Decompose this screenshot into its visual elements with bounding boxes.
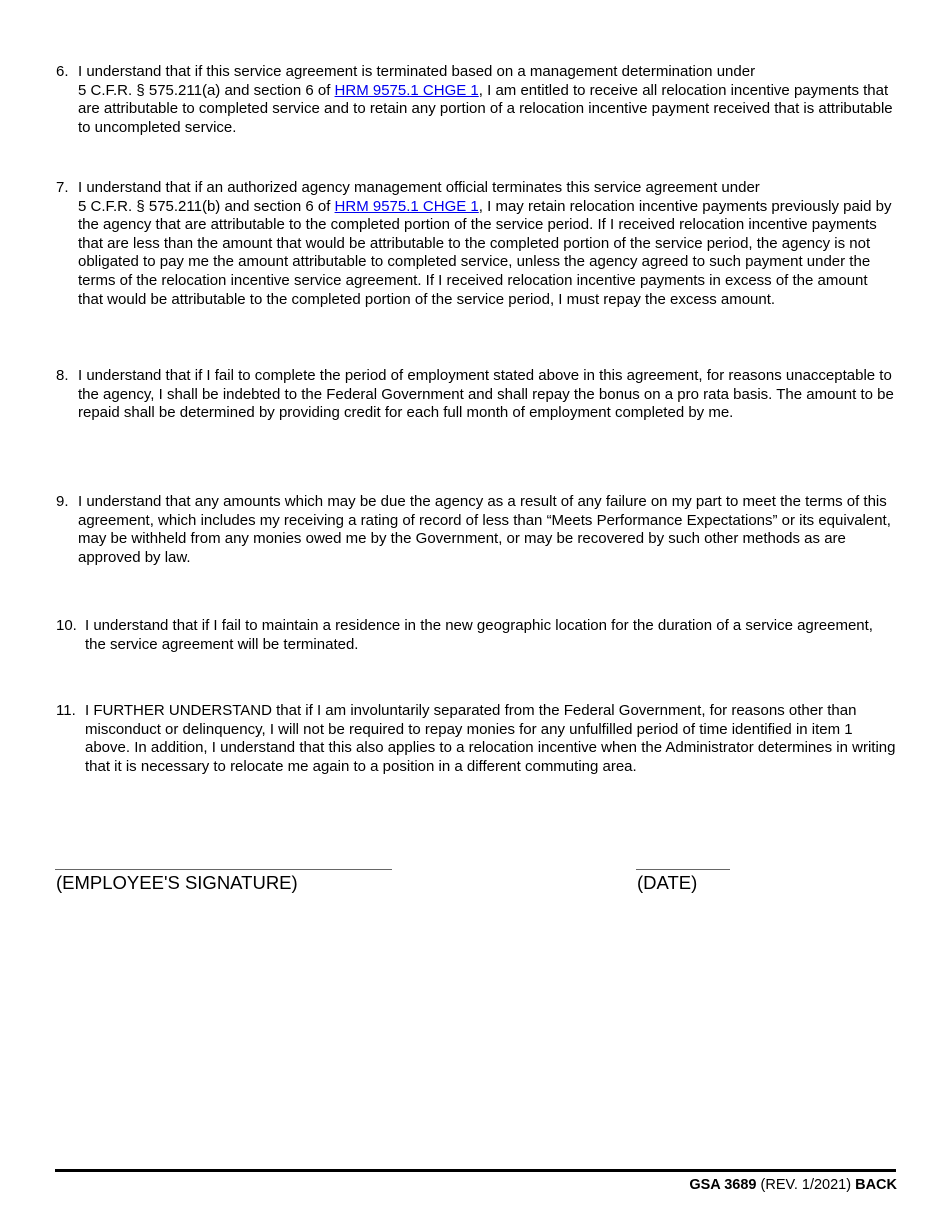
hrm-link[interactable]: HRM 9575.1 CHGE 1 <box>334 81 479 99</box>
hrm-link[interactable]: HRM 9575.1 CHGE 1 <box>334 197 479 215</box>
form-number: GSA 3689 <box>689 1177 757 1193</box>
item-number: 9. <box>56 493 69 510</box>
item-pre-link: 5 C.F.R. § 575.211(b) and section 6 of <box>78 197 335 215</box>
paragraph-item-10 <box>56 617 896 654</box>
item-text <box>78 63 896 137</box>
paragraph-item-7 <box>56 179 896 309</box>
paragraph-item-6 <box>56 63 896 137</box>
paragraph-item-8 <box>56 367 896 423</box>
item-pre-link: 5 C.F.R. § 575.211(a) and section 6 of <box>78 81 335 99</box>
item-text: I FURTHER UNDERSTAND that if I am involuntarily separated from the Federal Government, for reasons other than misconduct or delinquency, I will not be required to repay monies for any unfulfilled period of time identified in item 1 above. In addition, I understand that this also applies to a relocation incentive when the Administrator determines in writing that it is necessary to relocate me again to a position in a different commuting area. <box>85 702 896 775</box>
date-line[interactable] <box>636 869 730 870</box>
item-number: 7. <box>56 179 69 196</box>
date-label: (DATE) <box>637 872 698 893</box>
item-first-line: I understand that if this service agreement is terminated based on a management determination under <box>78 63 756 80</box>
item-number: 6. <box>56 63 69 80</box>
item-post-link: , I am entitled to receive all relocation incentive payments that are attributable to completed service and to retain any portion of a relocation incentive payment received that is attributable to uncompleted service. <box>78 81 893 136</box>
item-text: I understand that any amounts which may be due the agency as a result of any failure on my part to meet the terms of this agreement, which includes my receiving a rating of record of less than “Meets Performance Expectations” or its equivalent, may be withheld from any monies owed me by the Government, or may be recovered by such other methods as are approved by law. <box>78 493 891 566</box>
item-text: I understand that if I fail to complete the period of employment stated above in this agreement, for reasons unacceptable to the agency, I shall be indebted to the Federal Government and shall repay the bonus on a pro rata basis. The amount to be repaid shall be determined by providing credit for each full month of employment completed by me. <box>78 367 894 422</box>
item-first-line: I understand that if an authorized agency management official terminates this service agreement under <box>78 179 760 196</box>
item-number: 8. <box>56 367 69 384</box>
item-number: 10. <box>56 617 77 634</box>
item-text: I understand that if I fail to maintain a residence in the new geographic location for the duration of a service agreement, the service agreement will be terminated. <box>85 617 873 653</box>
paragraph-item-11 <box>56 702 896 776</box>
form-footer <box>689 1177 897 1193</box>
form-revision: (REV. 1/2021) <box>760 1177 852 1193</box>
item-post-link: , I may retain relocation incentive payments previously paid by the agency that are attributable to the completed portion of the service period. If I received relocation incentive payments that are less than the amount that would be attributable to the completed portion of the service period, the agency is not obligated to pay me the amount attributable to completed service, unless the agency agreed to such payment under the terms of the relocation incentive service agreement. If I received relocation incentive payments in excess of the amount that would be attributable to the completed portion of the service period, I must repay the excess amount. <box>78 197 892 308</box>
page-side: BACK <box>855 1177 897 1193</box>
footer-rule <box>55 1169 896 1172</box>
employee-signature-label: (EMPLOYEE'S SIGNATURE) <box>56 872 298 893</box>
employee-signature-line[interactable] <box>55 869 392 870</box>
paragraph-item-9 <box>56 493 896 567</box>
item-number: 11. <box>56 702 76 719</box>
item-text <box>78 179 896 309</box>
